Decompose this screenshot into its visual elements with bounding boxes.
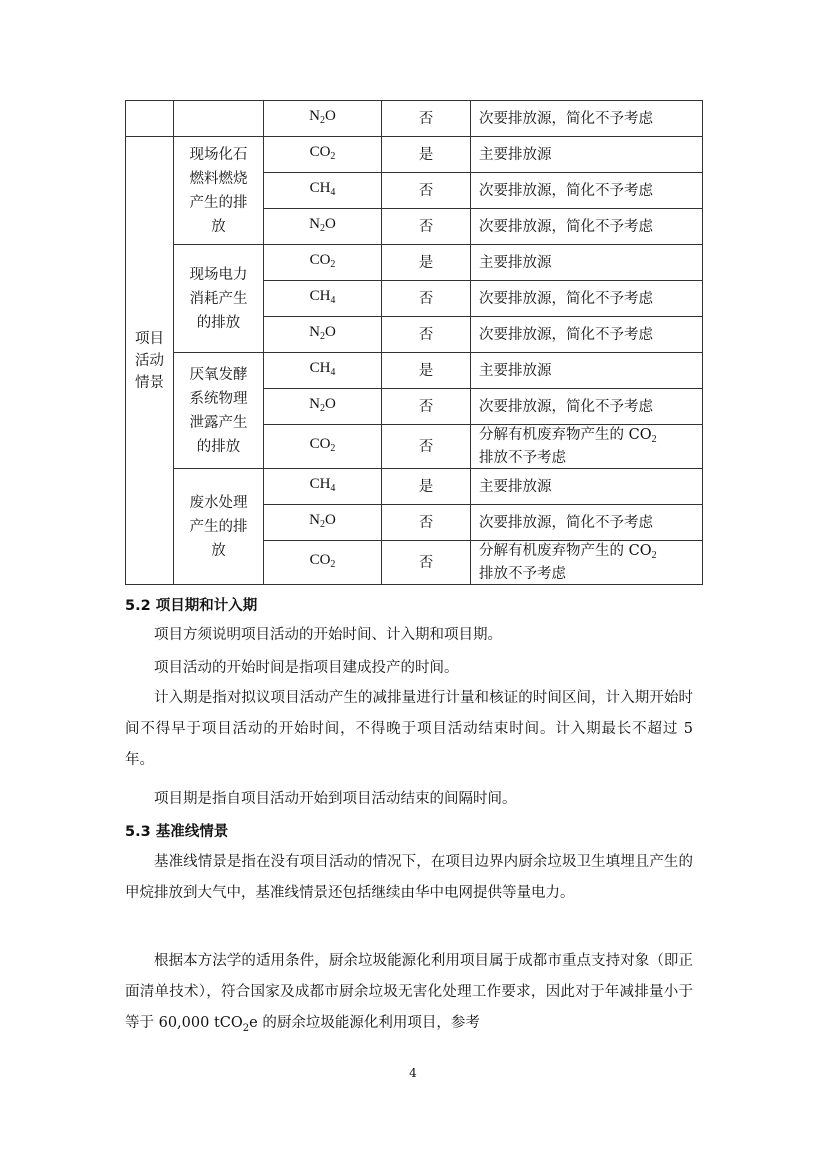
gas-cell: $N_2O$ [264, 209, 382, 245]
table-row [126, 137, 703, 173]
table-row [126, 469, 703, 505]
note-cell: 次要排放源，简化不予考虑 [471, 505, 703, 541]
gas-cell: $N_2O$ [264, 505, 382, 541]
activity-cell: 厌氧发酵 系统物理 泄露产生 的排放 [174, 353, 264, 469]
included-cell: 否 [382, 317, 471, 353]
included-cell: 否 [382, 541, 471, 585]
scenario-label-cell: 项目活动情景 [126, 137, 174, 585]
note-cell: 次要排放源，简化不予考虑 [471, 389, 703, 425]
empty-cell [174, 101, 264, 137]
note-cell: 分解有机废弃物产生的 $CO_2$ 排放不予考虑 [471, 541, 703, 585]
included-cell: 否 [382, 173, 471, 209]
gas-cell: $CO_2$ [264, 541, 382, 585]
gas-cell: $N_2O$ [264, 317, 382, 353]
gas-cell: $CH_4$ [264, 173, 382, 209]
activity-cell: 废水处理 产生的排 放 [174, 469, 264, 585]
paragraph: 计入期是指对拟议项目活动产生的减排量进行计量和核证的时间区间，计入期开始时间不得早于项目活动的开始时间，不得晚于项目活动结束时间。计入期最长不超过 5 年。 [125, 690, 693, 768]
note-cell: 次要排放源，简化不予考虑 [471, 101, 703, 137]
section-heading-5-2: 5.2 项目期和计入期 [125, 598, 258, 614]
included-cell: 是 [382, 137, 471, 173]
included-cell: 否 [382, 209, 471, 245]
gas-cell: $CH_4$ [264, 469, 382, 505]
included-cell: 是 [382, 245, 471, 281]
gas-cell: $N_2O$ [264, 101, 382, 137]
gas-cell: $CH_4$ [264, 353, 382, 389]
table-row [126, 101, 703, 137]
section-heading-5-3: 5.3 基准线情景 [125, 824, 229, 840]
included-cell: 否 [382, 101, 471, 137]
note-cell: 主要排放源 [471, 353, 703, 389]
note-cell: 次要排放源，简化不予考虑 [471, 209, 703, 245]
included-cell: 否 [382, 425, 471, 469]
paragraph: 根据本方法学的适用条件，厨余垃圾能源化利用项目属于成都市重点支持对象（即正面清单技术），符合国家及成都市厨余垃圾无害化处理工作要求，因此对于年减排量小于等于 60,000 tCO$_2$e 的厨余垃圾能源化利用项目，参考 [125, 953, 693, 1034]
activity-cell: 现场化石 燃料燃烧 产生的排 放 [174, 137, 264, 245]
included-cell: 否 [382, 281, 471, 317]
table-row [126, 245, 703, 281]
gas-cell: $CO_2$ [264, 425, 382, 469]
note-cell: 次要排放源，简化不予考虑 [471, 317, 703, 353]
included-cell: 否 [382, 505, 471, 541]
paragraph: 项目期是指自项目活动开始到项目活动结束的间隔时间。 [154, 791, 517, 807]
emission-source-table [125, 100, 703, 585]
note-cell: 次要排放源，简化不予考虑 [471, 173, 703, 209]
gas-cell: $N_2O$ [264, 389, 382, 425]
paragraph: 项目方须说明项目活动的开始时间、计入期和项目期。 [154, 627, 502, 643]
included-cell: 否 [382, 389, 471, 425]
note-cell: 主要排放源 [471, 469, 703, 505]
note-cell: 分解有机废弃物产生的 $CO_2$ 排放不予考虑 [471, 425, 703, 469]
paragraph: 基准线情景是指在没有项目活动的情况下，在项目边界内厨余垃圾卫生填埋且产生的甲烷排放到大气中，基准线情景还包括继续由华中电网提供等量电力。 [125, 854, 693, 901]
included-cell: 是 [382, 469, 471, 505]
included-cell: 是 [382, 353, 471, 389]
note-cell: 主要排放源 [471, 137, 703, 173]
gas-cell: $CO_2$ [264, 245, 382, 281]
note-cell: 主要排放源 [471, 245, 703, 281]
page-number: 4 [409, 1066, 417, 1080]
gas-cell: $CO_2$ [264, 137, 382, 173]
gas-cell: $CH_4$ [264, 281, 382, 317]
table-row [126, 353, 703, 389]
note-cell: 次要排放源，简化不予考虑 [471, 281, 703, 317]
activity-cell: 现场电力 消耗产生 的排放 [174, 245, 264, 353]
empty-cell [126, 101, 174, 137]
paragraph: 项目活动的开始时间是指项目建成投产的时间。 [154, 660, 459, 676]
